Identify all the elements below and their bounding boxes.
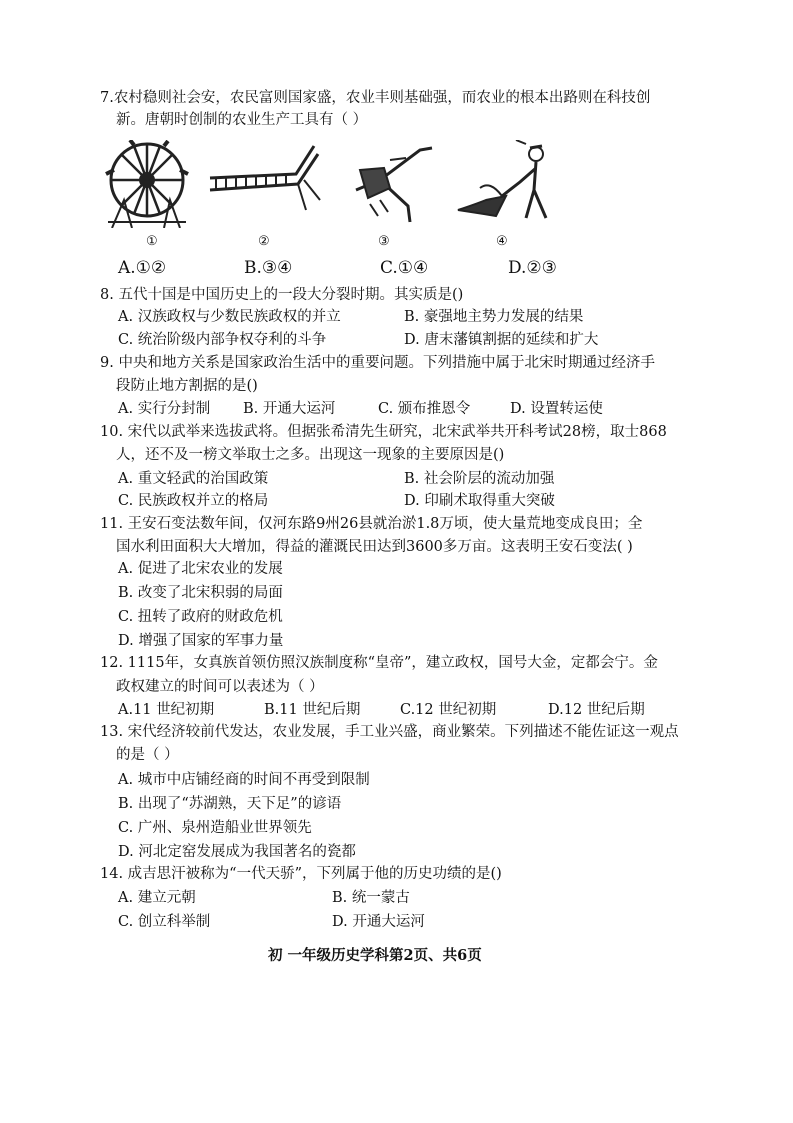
q8-option-a: A. 汉族政权与少数民族政权的并立 (118, 309, 341, 325)
figure-number-2: ② (258, 234, 270, 249)
q12-stem-line1: 12. 1115年，女真族首领仿照汉族制度称“皇帝”，建立政权，国号大金，定都会宁。金 (100, 655, 658, 671)
q7-option-d: D.②③ (508, 258, 557, 278)
q7-option-c: C.①④ (380, 258, 429, 278)
q11-option-d: D. 增强了国家的军事力量 (118, 633, 284, 649)
q12-stem-line2: 政权建立的时间可以表述为（ ） (116, 679, 324, 695)
q8-stem: 8. 五代十国是中国历史上的一段大分裂时期。其实质是() (100, 287, 464, 303)
figure-number-3: ③ (378, 234, 390, 249)
chain-pump-icon (206, 140, 328, 212)
q14-option-a: A. 建立元朝 (118, 890, 196, 906)
q10-stem-line1: 10. 宋代以武举来选拔武将。但据张希清先生研究，北宋武举共开科考试28榜，取士868 (100, 424, 667, 440)
q11-option-a: A. 促进了北宋农业的发展 (118, 561, 283, 577)
q7-option-a: A.①② (118, 258, 167, 278)
water-wheel-icon (104, 140, 190, 228)
q13-option-a: A. 城市中店铺经商的时间不再受到限制 (118, 772, 370, 788)
q13-option-b: B. 出现了“苏湖熟，天下足”的谚语 (118, 796, 342, 812)
q9-option-b: B. 开通大运河 (243, 401, 336, 417)
q8-option-c: C. 统治阶级内部争权夺利的斗争 (118, 332, 327, 348)
figure-number-4: ④ (496, 234, 508, 249)
plough-icon (350, 140, 436, 224)
q7-stem-line2: 新。唐朝时创制的农业生产工具有（ ） (116, 112, 368, 128)
q12-option-b: B.11 世纪后期 (264, 702, 361, 718)
figure-number-1: ① (146, 234, 158, 249)
q13-stem-line1: 13. 宋代经济较前代发达，农业发展，手工业兴盛，商业繁荣。下列描述不能佐证这一观点 (100, 724, 679, 740)
q7-option-b: B.③④ (244, 258, 293, 278)
q9-option-d: D. 设置转运使 (510, 401, 603, 417)
q11-stem-line2: 国水利田面积大大增加，得益的灌溉民田达到3600多万亩。这表明王安石变法( ) (116, 539, 633, 555)
q12-option-d: D.12 世纪后期 (548, 702, 645, 718)
q10-option-d: D. 印刷术取得重大突破 (404, 493, 555, 509)
q13-option-c: C. 广州、泉州造船业世界领先 (118, 820, 312, 836)
q8-option-d: D. 唐末藩镇割据的延续和扩大 (404, 332, 599, 348)
q10-option-b: B. 社会阶层的流动加强 (404, 471, 555, 487)
q9-option-c: C. 颁布推恩令 (378, 401, 471, 417)
q11-option-b: B. 改变了北宋积弱的局面 (118, 585, 283, 601)
q14-option-d: D. 开通大运河 (332, 914, 425, 930)
q14-stem: 14. 成吉思汗被称为“一代天骄”，下列属于他的历史功绩的是() (100, 866, 502, 882)
q13-stem-line2: 的是（ ） (116, 747, 179, 763)
q9-option-a: A. 实行分封制 (118, 401, 211, 417)
q12-option-a: A.11 世纪初期 (118, 702, 215, 718)
q11-stem-line1: 11. 王安石变法数年间，仅河东路9州26县就治淤1.8万顷，使大量荒地变成良田；全 (100, 516, 643, 532)
q9-stem-line2: 段防止地方割据的是() (116, 378, 258, 394)
q10-stem-line2: 人，还不及一榜文举取士之多。出现这一现象的主要原因是() (116, 447, 505, 463)
q13-option-d: D. 河北定窑发展成为我国著名的瓷都 (118, 844, 356, 860)
q14-option-c: C. 创立科举制 (118, 914, 211, 930)
q11-option-c: C. 扭转了政府的财政危机 (118, 609, 283, 625)
page-footer: 初 一年级历史学科第2页、共6页 (268, 947, 482, 964)
q12-option-c: C.12 世纪初期 (400, 702, 497, 718)
ox-plough-icon (456, 140, 562, 222)
q10-option-a: A. 重文轻武的治国政策 (118, 471, 269, 487)
q7-stem-line1: 7.农村稳则社会安，农民富则国家盛，农业丰则基础强，而农业的根本出路则在科技创 (100, 90, 651, 106)
q10-option-c: C. 民族政权并立的格局 (118, 493, 269, 509)
q14-option-b: B. 统一蒙古 (332, 890, 410, 906)
q9-stem-line1: 9. 中央和地方关系是国家政治生活中的重要问题。下列措施中属于北宋时期通过经济手 (100, 355, 655, 371)
q8-option-b: B. 豪强地主势力发展的结果 (404, 309, 584, 325)
